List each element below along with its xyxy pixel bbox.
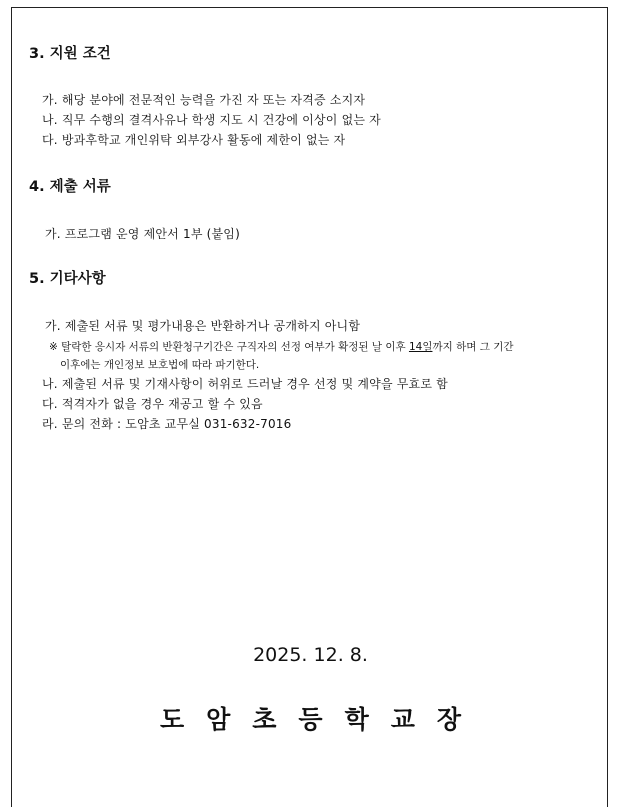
section-4-item-a: 가. 프로그램 운영 제안서 1부 (붙임) xyxy=(45,227,240,241)
section-5-heading: 5. 기타사항 xyxy=(29,271,106,287)
note-text-post: 까지 하며 그 기간 xyxy=(432,341,514,353)
section-4-heading: 4. 제출 서류 xyxy=(29,179,111,195)
document-date: 2025. 12. 8. xyxy=(253,644,368,666)
section-3-heading: 3. 지원 조건 xyxy=(29,46,111,62)
document-page xyxy=(11,7,608,807)
section-5-item-a: 가. 제출된 서류 및 평가내용은 반환하거나 공개하지 아니함 xyxy=(45,319,361,333)
section-5-item-d: 라. 문의 전화 : 도암초 교무실 031-632-7016 xyxy=(42,417,292,431)
note-underlined-days: 14일 xyxy=(408,341,433,353)
section-3-item-c: 다. 방과후학교 개인위탁 외부강사 활동에 제한이 없는 자 xyxy=(42,133,346,147)
section-5-item-b: 나. 제출된 서류 및 기재사항이 허위로 드러날 경우 선정 및 계약을 무효로 함 xyxy=(42,377,448,391)
section-3-item-a: 가. 해당 분야에 전문적인 능력을 가진 자 또는 자격증 소지자 xyxy=(42,93,366,107)
principal-signature-line: 도암초등학교장 xyxy=(159,705,484,734)
section-5-item-c: 다. 적격자가 없을 경우 재공고 할 수 있음 xyxy=(42,397,263,411)
section-5-note-line2: 이후에는 개인정보 보호법에 따라 파기한다. xyxy=(60,359,260,371)
section-5-note-line1 xyxy=(49,339,513,354)
section-3-item-b: 나. 직무 수행의 결격사유나 학생 지도 시 건강에 이상이 없는 자 xyxy=(42,113,381,127)
note-text-pre: ※ 탈락한 응시자 서류의 반환청구기간은 구직자의 선정 여부가 확정된 날 이후 xyxy=(49,341,409,353)
